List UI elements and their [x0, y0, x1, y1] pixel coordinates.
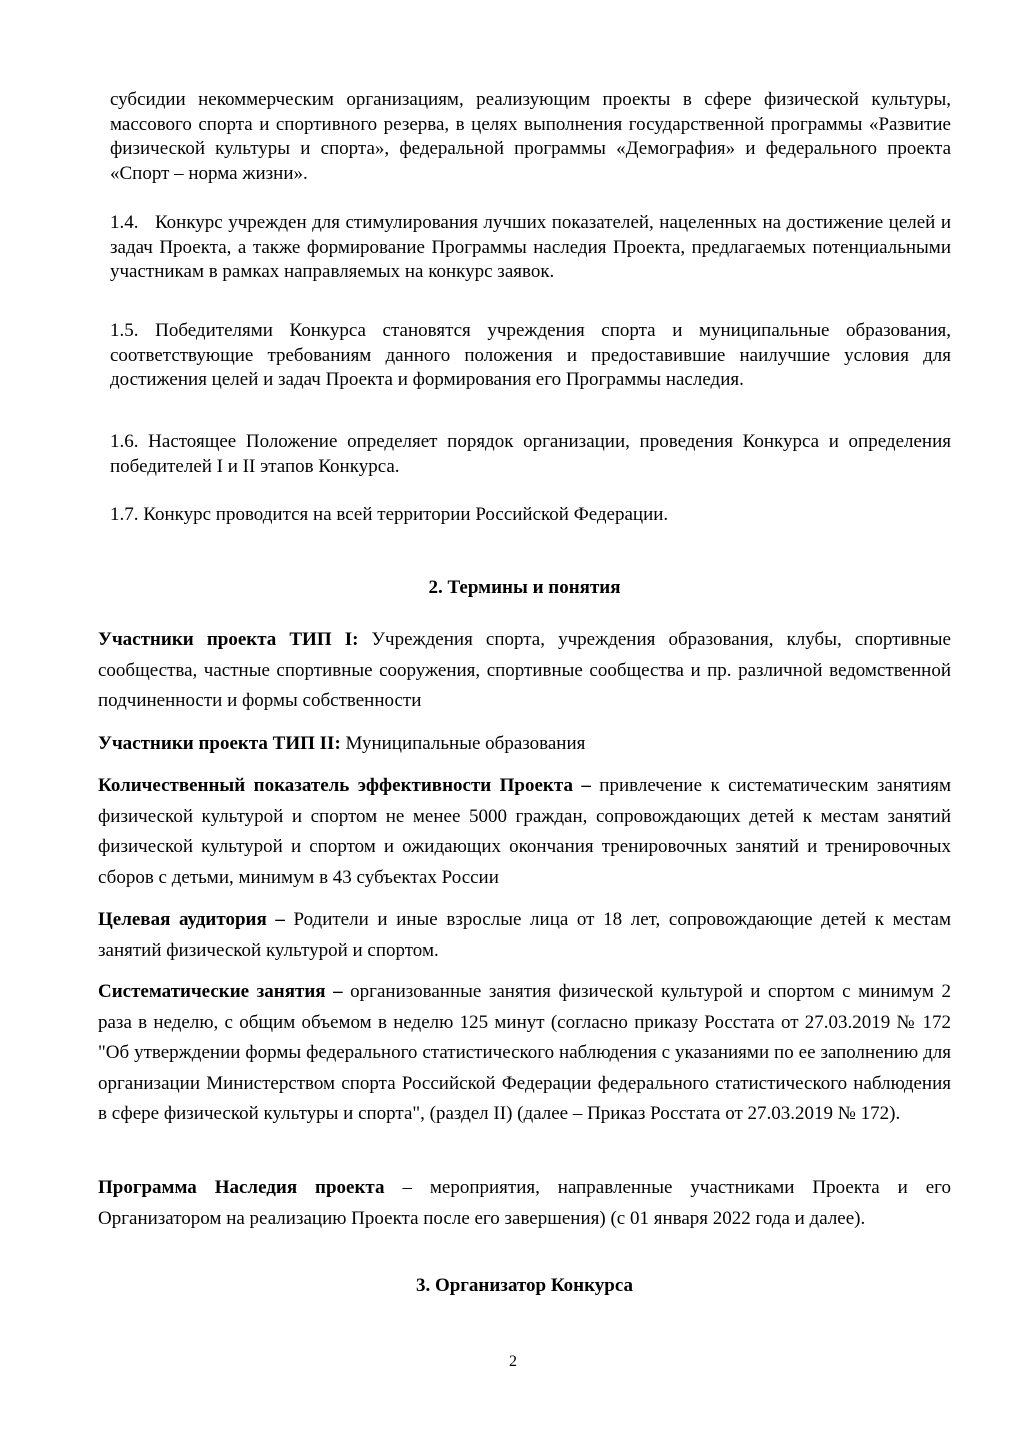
- term-systematic-sessions: [98, 977, 951, 1130]
- section-heading: 2. Термины и понятия: [428, 577, 621, 598]
- paragraph-1-7: [110, 503, 951, 528]
- term-definition: привлечение к систематическим занятиям физической культурой и спортом не менее 5000 граждан, сопровождающих детей к местам занятий физической культурой и спортом и ожидающих окончания тренировочных занятий и тренировочных сборов с детьми, минимум в 43 субъектах России: [98, 775, 951, 888]
- term-definition: Муниципальные образования: [340, 733, 586, 754]
- paragraph-number: 1.7.: [110, 504, 139, 525]
- term-target-audience: [98, 905, 951, 966]
- paragraph-text: Конкурс учрежден для стимулирования лучших показателей, нацеленных на достижение целей и задач Проекта, а также формирование Программы наследия Проекта, предлагаемых потенциальными участникам в рамках направляемых на конкурс заявок.: [110, 212, 951, 282]
- page-number: 2: [509, 1353, 517, 1370]
- term-label: Целевая аудитория –: [98, 909, 285, 930]
- paragraph-text: Настоящее Положение определяет порядок организации, проведения Конкурса и определения победителей I и II этапов Конкурса.: [110, 431, 951, 477]
- paragraph-1-5: [110, 319, 951, 393]
- term-label: Программа Наследия проекта: [98, 1177, 385, 1198]
- term-label: Количественный показатель эффективности Проекта –: [98, 775, 591, 796]
- term-efficiency-indicator: [98, 771, 951, 893]
- paragraph-1-6: [110, 430, 951, 479]
- section-heading: 3. Организатор Конкурса: [415, 1275, 634, 1296]
- term-definition: Учреждения спорта, учреждения образования, клубы, спортивные сообщества, частные спортивные сооружения, спортивные сообщества и пр. различной ведомственной подчиненности и формы собственности: [98, 629, 951, 711]
- term-label: Систематические занятия –: [98, 981, 343, 1002]
- term-participants-type-1: [98, 625, 951, 717]
- intro-paragraph: субсидии некоммерческим организациям, реализующим проекты в сфере физической культуры, массового спорта и спортивного резерва, в целях выполнения государственной программы «Развитие физической культуры и спорта», федеральной программы «Демография» и федерального проекта «Спорт – норма жизни».: [110, 89, 951, 184]
- term-definition: – мероприятия, направленные участниками Проекта и его Организатором на реализацию Проекта после его завершения) (с 01 января 2022 года и далее).: [98, 1177, 952, 1229]
- term-definition: Родители и иные взрослые лица от 18 лет, сопровождающие детей к местам занятий физической культурой и спортом.: [98, 909, 951, 961]
- paragraph-number: 1.5.: [110, 320, 139, 341]
- paragraph-1-4: [110, 211, 951, 285]
- term-participants-type-2: [98, 729, 951, 760]
- paragraph-number: 1.4.: [110, 212, 139, 233]
- paragraph-text: Победителями Конкурса становятся учреждения спорта и муниципальные образования, соответствующие требованиям данного положения и предоставившие наилучшие условия для достижения целей и задач Проекта и формирования его Программы наследия.: [110, 320, 952, 390]
- term-label: Участники проекта ТИП I:: [98, 629, 359, 650]
- paragraph-text: Конкурс проводится на всей территории Российской Федерации.: [143, 504, 669, 525]
- term-definition: организованные занятия физической культурой и спортом с минимум 2 раза в неделю, с общим объемом в неделю 125 минут (согласно приказу Росстата от 27.03.2019 № 172 "Об утверждении формы федерального статистического наблюдения с указаниями по ее заполнению для организации Министерством спорта Российской Федерации федерального статистического наблюдения в сфере физической культуры и спорта", (раздел II) (далее – Приказ Росстата от 27.03.2019 № 172).: [98, 981, 951, 1124]
- term-legacy-program: [98, 1173, 951, 1234]
- term-label: Участники проекта ТИП II:: [98, 733, 341, 754]
- paragraph-number: 1.6.: [110, 431, 139, 452]
